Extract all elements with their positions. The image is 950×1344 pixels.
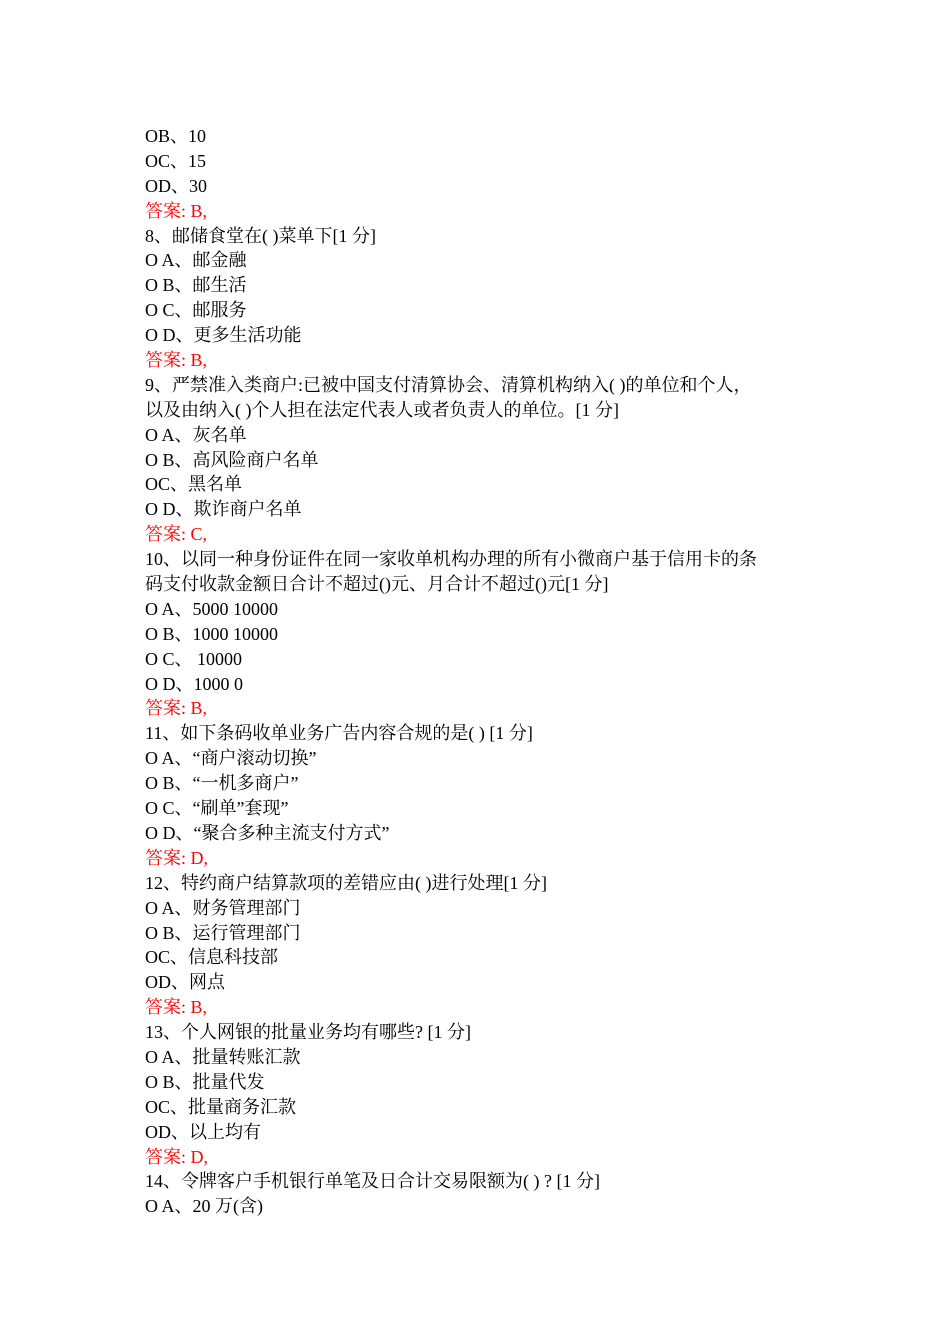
q12-option-a: O A、财务管理部门 bbox=[145, 897, 301, 918]
q7-option-c: OC、15 bbox=[145, 150, 207, 171]
q10-option-c: O C、 10000 bbox=[145, 648, 243, 669]
q8-question: 8、邮储食堂在( )菜单下[1 分] bbox=[145, 225, 376, 246]
q9-option-d: O D、欺诈商户名单 bbox=[145, 499, 302, 520]
q11-option-b: O B、“一机多商户” bbox=[145, 773, 299, 794]
q10-answer: 答案: B, bbox=[145, 698, 208, 719]
q11-question: 11、如下条码收单业务广告内容合规的是( ) [1 分] bbox=[145, 723, 533, 744]
q9-option-a: O A、灰名单 bbox=[145, 424, 247, 445]
q13-option-a: O A、批量转账汇款 bbox=[145, 1046, 301, 1067]
q12-option-d: OD、网点 bbox=[145, 972, 225, 993]
q12-question: 12、特约商户结算款项的差错应由( )进行处理[1 分] bbox=[145, 872, 547, 893]
q12-answer: 答案: B, bbox=[145, 997, 208, 1018]
q13-option-b: O B、批量代发 bbox=[145, 1071, 265, 1092]
q11-option-d: O D、“聚合多种主流支付方式” bbox=[145, 822, 390, 843]
q10-option-d: O D、1000 0 bbox=[145, 673, 243, 694]
q8-option-c: O C、邮服务 bbox=[145, 300, 247, 321]
q7-option-b: OB、10 bbox=[145, 126, 207, 146]
q11-answer: 答案: D, bbox=[145, 847, 208, 868]
q13-option-d: OD、以上均有 bbox=[145, 1121, 261, 1142]
q11-option-a: O A、“商户滚动切换” bbox=[145, 748, 317, 769]
q11-option-c: O C、“刷单”套现” bbox=[145, 798, 289, 819]
q14-option-a: O A、20 万(含) bbox=[145, 1196, 263, 1217]
q10-option-b: O B、1000 10000 bbox=[145, 623, 279, 644]
q7-answer: 答案: B, bbox=[145, 200, 208, 221]
q8-option-a: O A、邮金融 bbox=[145, 250, 247, 271]
q9-question-line2: 以及由纳入( )个人担在法定代表人或者负责人的单位。[1 分] bbox=[145, 399, 619, 420]
q9-answer: 答案: C, bbox=[145, 524, 208, 545]
q9-question-line1: 9、严禁准入类商户:已被中国支付清算协会、清算机构纳入( )的单位和个人， bbox=[145, 374, 752, 395]
q9-option-c: OC、黑名单 bbox=[145, 474, 243, 495]
q10-option-a: O A、5000 10000 bbox=[145, 598, 279, 619]
q10-question-line1: 10、以同一种身份证件在同一家收单机构办理的所有小微商户基于信用卡的条 bbox=[145, 549, 757, 570]
q13-answer: 答案: D, bbox=[145, 1146, 208, 1167]
q12-option-b: O B、运行管理部门 bbox=[145, 922, 301, 943]
q12-option-c: OC、信息科技部 bbox=[145, 947, 279, 968]
q9-option-b: O B、高风险商户名单 bbox=[145, 449, 319, 470]
q8-option-d: O D、更多生活功能 bbox=[145, 325, 302, 346]
q10-question-line2: 码支付收款金额日合计不超过()元、月合计不超过()元[1 分] bbox=[145, 574, 609, 595]
q13-question: 13、个人网银的批量业务均有哪些? [1 分] bbox=[145, 1022, 471, 1043]
q7-option-d: OD、30 bbox=[145, 175, 207, 196]
q8-answer: 答案: B, bbox=[145, 350, 208, 371]
q14-question: 14、令牌客户手机银行单笔及日合计交易限额为( ) ? [1 分] bbox=[145, 1171, 600, 1192]
q13-option-c: OC、批量商务汇款 bbox=[145, 1096, 297, 1117]
document-page bbox=[145, 124, 825, 1219]
q8-option-b: O B、邮生活 bbox=[145, 275, 247, 296]
